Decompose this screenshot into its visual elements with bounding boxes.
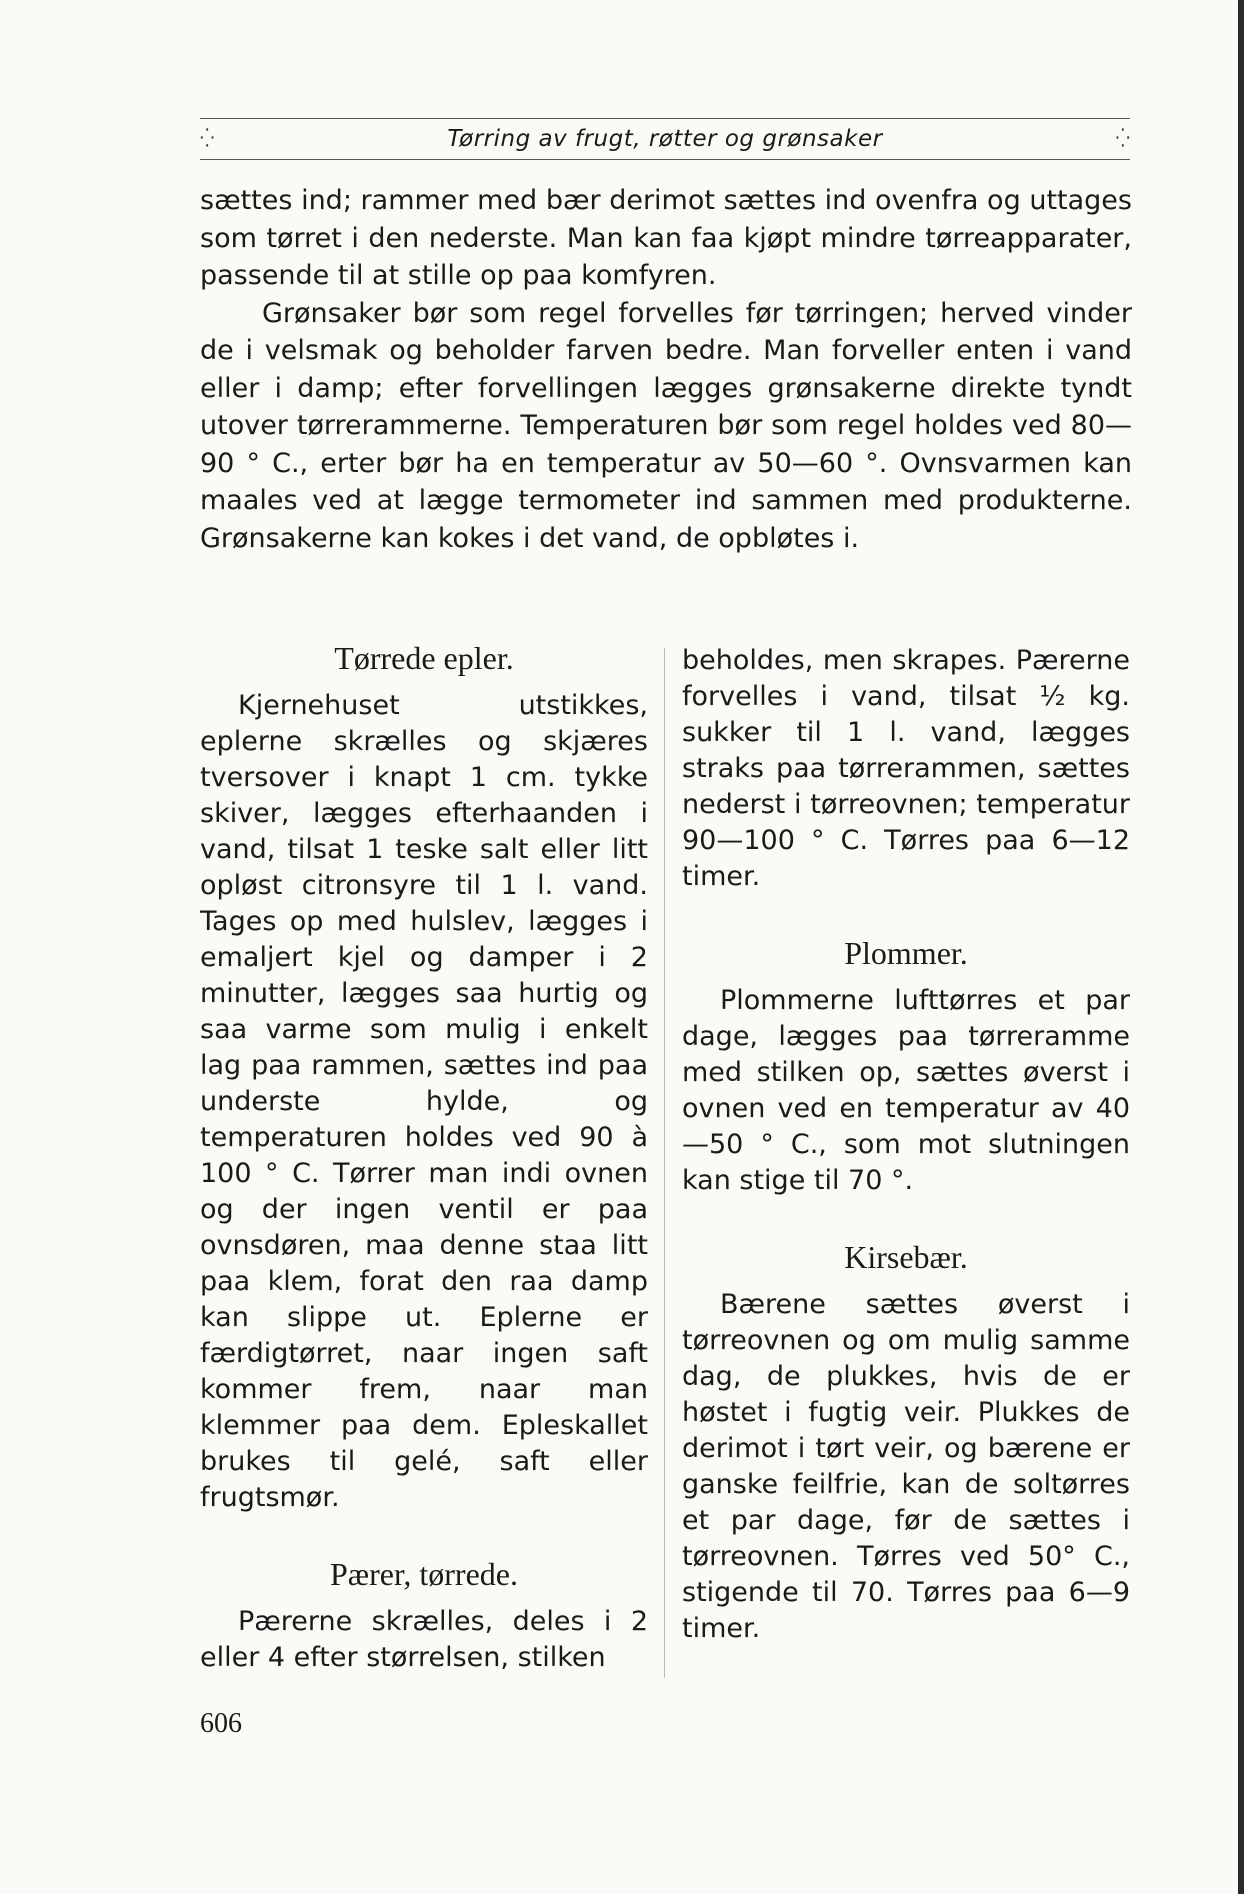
page-edge xyxy=(1238,0,1244,1894)
heading-kirsebaer: Kirsebær. xyxy=(844,1239,968,1275)
heading-plommer: Plommer. xyxy=(844,935,968,971)
text-paerer-continued: beholdes, men skrapes. Pærerne forvelles i vand, tilsat ½ kg. sukker til 1 l. vand, lægges straks paa tørrerammen, sættes nederst i tørreovnen; temperatur 90—100 ° C. Tørres paa 6—12 timer. xyxy=(682,645,1130,892)
text-kirsebaer: Bærene sættes øverst i tørreovnen og om mulig samme dag, de plukkes, hvis de er høstet i fugtig veir. Plukkes de derimot i tørt veir, og bærene er ganske feilfrie, kan de soltørres et par dage, før de sættes i tørreovnen. Tørres ved 50° C., stigende til 70. Tørres paa 6—9 timer. xyxy=(682,1289,1130,1644)
text-plommer: Plommerne lufttørres et par dage, lægges paa tørreramme med stilken op, sættes øverst i ovnen ved en temperatur av 40—50 ° C., som mot slutningen kan stige til 70 °. xyxy=(682,985,1130,1196)
intro-text xyxy=(200,182,1132,557)
text-paerer-torrede: Pærerne skrælles, deles i 2 eller 4 efter størrelsen, stilken xyxy=(200,1606,648,1673)
intro-paragraph-1: sættes ind; rammer med bær derimot sættes ind ovenfra og uttages som tørret i den nederste. Man kan faa kjøpt mindre tørreapparater, passende til at stille op paa komfyren. xyxy=(200,185,1132,291)
ornament-left-icon: ⁛ xyxy=(200,128,215,148)
text-torrede-epler: Kjernehuset utstikkes, eplerne skrælles og skjæres tversover i knapt 1 cm. tykke skiver, lægges efterhaanden i vand, tilsat 1 teske salt eller litt opløst citronsyre til 1 l. vand. Tages op med hulslev, lægges i emaljert kjel og damper i 2 minutter, lægges saa hurtig og saa varme som mulig i enkelt lag paa rammen, sættes ind paa underste hylde, og temperaturen holdes ved 90 à 100 ° C. Tørrer man indi ovnen og der ingen ventil er paa ovnsdøren, maa denne staa litt paa klem, forat den raa damp kan slippe ut. Eplerne er færdigtørret, naar ingen saft kommer frem, naar man klemmer paa dem. Epleskallet brukes til gelé, saft eller frugtsmør. xyxy=(200,690,648,1513)
heading-paerer-torrede: Pærer, tørrede. xyxy=(330,1556,518,1592)
running-title: Tørring av frugt, røtter og grønsaker xyxy=(447,126,883,152)
column-divider xyxy=(664,648,665,1678)
left-column xyxy=(200,640,648,1676)
running-header xyxy=(200,118,1130,160)
heading-torrede-epler: Tørrede epler. xyxy=(334,640,514,676)
page-number: 606 xyxy=(200,1708,242,1739)
intro-paragraph-2: Grønsaker bør som regel forvelles før tørringen; herved vinder de i velsmak og beholder farven bedre. Man forveller enten i vand eller i damp; efter forvellingen lægges grønsakerne direkte tyndt utover tørrerammerne. Temperaturen bør som regel holdes ved 80—90 ° C., erter bør ha en temperatur av 50—60 °. Ovnsvarmen kan maales ved at lægge termometer ind sammen med produkterne. Grønsakerne kan kokes i det vand, de opbløtes i. xyxy=(200,297,1132,554)
right-column xyxy=(682,643,1130,1647)
ornament-right-icon: ⁛ xyxy=(1115,128,1130,148)
